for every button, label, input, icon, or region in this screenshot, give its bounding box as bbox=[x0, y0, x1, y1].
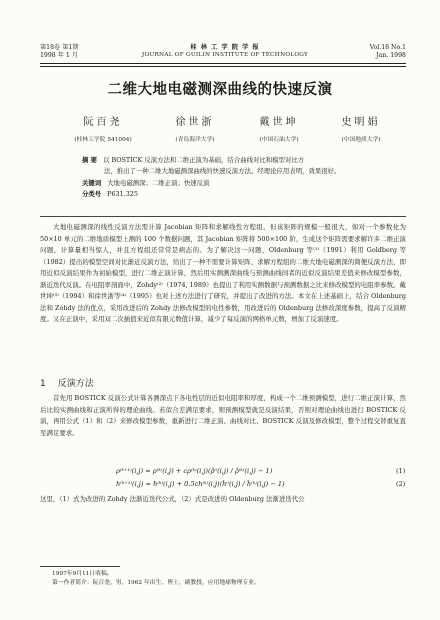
volume-en: Vol.18 No.1 bbox=[369, 44, 406, 51]
author-affiliation: (中国石油大学) bbox=[259, 137, 299, 143]
section-number: 1 bbox=[40, 379, 46, 389]
abstract-label: 摘 要 bbox=[82, 156, 98, 164]
abstract-divider bbox=[40, 216, 406, 217]
abstract-line-1 bbox=[82, 155, 372, 166]
header-journal bbox=[130, 44, 320, 59]
keywords-text: 大地电磁测深；二维正演；快速反演 bbox=[107, 178, 210, 187]
keywords-label: 关键词 bbox=[82, 178, 102, 187]
date-en: Jan. 1998 bbox=[376, 51, 406, 59]
footnote-received: 1997年9月11日收稿。 bbox=[52, 571, 113, 577]
author-name: 史明娟 bbox=[341, 117, 381, 128]
journal-name-en: JOURNAL OF GUILIN INSTITUTE OF TECHNOLOGY bbox=[141, 51, 309, 58]
classno-label: 分类号 bbox=[82, 189, 102, 198]
author-affiliation: (桂林工学院 541004) bbox=[74, 137, 132, 143]
author-2 bbox=[160, 113, 230, 143]
journal-name-cn: 桂 林 工 学 院 学 报 bbox=[190, 44, 260, 51]
header-left bbox=[40, 44, 110, 59]
equation-2-expr: h⁽ᵏ⁺¹⁾(i,j) = h⁽ᵏ⁾(i,j) + 0.5ch⁽ᵏ⁾(i,j)(ĥ⁰(i,j) / ĥ⁽ᵏ⁾(i,j) − 1) bbox=[116, 480, 285, 488]
author-name: 戴世坤 bbox=[259, 117, 299, 128]
author-list bbox=[68, 113, 398, 153]
keywords-line bbox=[82, 178, 372, 189]
footnote-author-bio: 第一作者简介：阮百尧，男，1962 年出生，博士，副教授，应用地球物理专业。 bbox=[52, 580, 260, 586]
author-1 bbox=[68, 113, 138, 143]
method-paragraph bbox=[40, 393, 406, 439]
abstract-text-2: 法，推出了一种二维大地磁测深曲线的快速反演方法。经理论应用表明，效果很好。 bbox=[104, 167, 341, 176]
header-rule-thick bbox=[40, 63, 406, 64]
header-right bbox=[346, 44, 406, 59]
classno-text: P631.325 bbox=[107, 189, 138, 198]
section-heading bbox=[40, 376, 106, 389]
author-affiliation: (青岛海洋大学) bbox=[175, 137, 215, 143]
equation-1-number: (1) bbox=[396, 467, 406, 475]
header-rule-thin bbox=[40, 66, 406, 67]
running-header bbox=[40, 44, 406, 60]
paper-title: 二维大地电磁测深曲线的快速反演 bbox=[107, 82, 333, 98]
footnote-rule bbox=[40, 566, 120, 567]
volume-cn: 第18卷 第1期 bbox=[40, 44, 79, 51]
date-cn: 1998 年 1 月 bbox=[40, 51, 78, 59]
author-name: 徐世浙 bbox=[175, 117, 215, 128]
abstract-block bbox=[82, 155, 372, 200]
classno-line bbox=[82, 189, 372, 200]
section-title: 反演方法 bbox=[57, 379, 94, 389]
author-3 bbox=[244, 113, 314, 143]
equation-2-number: (2) bbox=[396, 480, 406, 488]
author-4 bbox=[326, 113, 396, 143]
author-affiliation: (中国地质大学) bbox=[341, 137, 381, 143]
intro-text: 大地电磁测深的线性反演方法需计算 Jacobian 矩阵和求解线性方程组，但该矩阵的规模一般很大，如对一个参数化为 50×10 单元的二维地质模型上测的 100 个数据问题，其 Jacobian 矩阵将 500×100 阶，生成这个矩阵需要求解许多二维正演问题，计算量相当惊人，并且方程组还常常是病态的。为了解决这一问题，Oldenburg 等⁽¹⁾（1991）利用 Goldberg 等（1982）提出的模型空间对比渐近反演方法，给出了一种不需要计算矩阵、求解方程组的二维大地电磁测深的简便反演方法，即用近似反演结果作为初始模型，进行二维正演计算，然后用实测测深曲线与预测曲线间者的近似反演结果差值来修改模型参数，渐近迭代反演。在电阻率剖面中，Zohdy⁽²⁾（1974, 1989）也提出了利用实测数据与预测数据之比来修改模型的电阻率参数。戴世坤⁽³⁾（1994）和徐世浙等⁽⁴⁾（1995）也对上述方法进行了研究，并提出了改进的方法。本文在上述基础上，结合 Oldenburg 法和 Zohdy 法的优点，采用改进后的 Zohdy 法修改模型的电性参数，用改进后的 Oldenburg 法修改深度参数，提高了反演精度。又在正演中，采用双二次插值来近似有限元数值计算，减少了每反演的网格单元数，增加了反演速度。 bbox=[40, 223, 406, 324]
equation-1-expr: ρ⁽ᵏ⁺¹⁾(i,j) = ρ⁽ᵏ⁾(i,j) + cρ⁽ᵏ⁾(i,j)(ρ̂⁰(i,j) / ρ̂⁽ᵏ⁾(i,j) − 1) bbox=[116, 467, 273, 475]
intro-paragraph bbox=[40, 222, 406, 326]
after-equation-text: 这里，（1）式为改进的 Zohdy 法渐近迭代公式，（2）式是改进的 Oldenburg 法渐进迭代公 bbox=[40, 495, 305, 503]
abstract-text-1: 以 BOSTICK 反演方法和二维正演为基础，结合曲线对比和模型对比方 bbox=[103, 156, 305, 164]
method-text: 首先用 BOSTICK 反演公式计算各测深点下各电性层的近似电阻率和厚度，构成一个二维预测模型，进行二维正演计算，然后比较实测曲线和正演所得的理论曲线。若似合差满足要求，则预测模型就是反演结果，否则对理论曲线也进行 BOSTICK 反演，再用公式（1）和（2）来修改模型参数，重新进行二维正演、曲线对比、BOSTICK 反演及修改模型，整个过程交替重复直至满足要求。 bbox=[40, 394, 406, 437]
author-name: 阮百尧 bbox=[83, 117, 123, 128]
